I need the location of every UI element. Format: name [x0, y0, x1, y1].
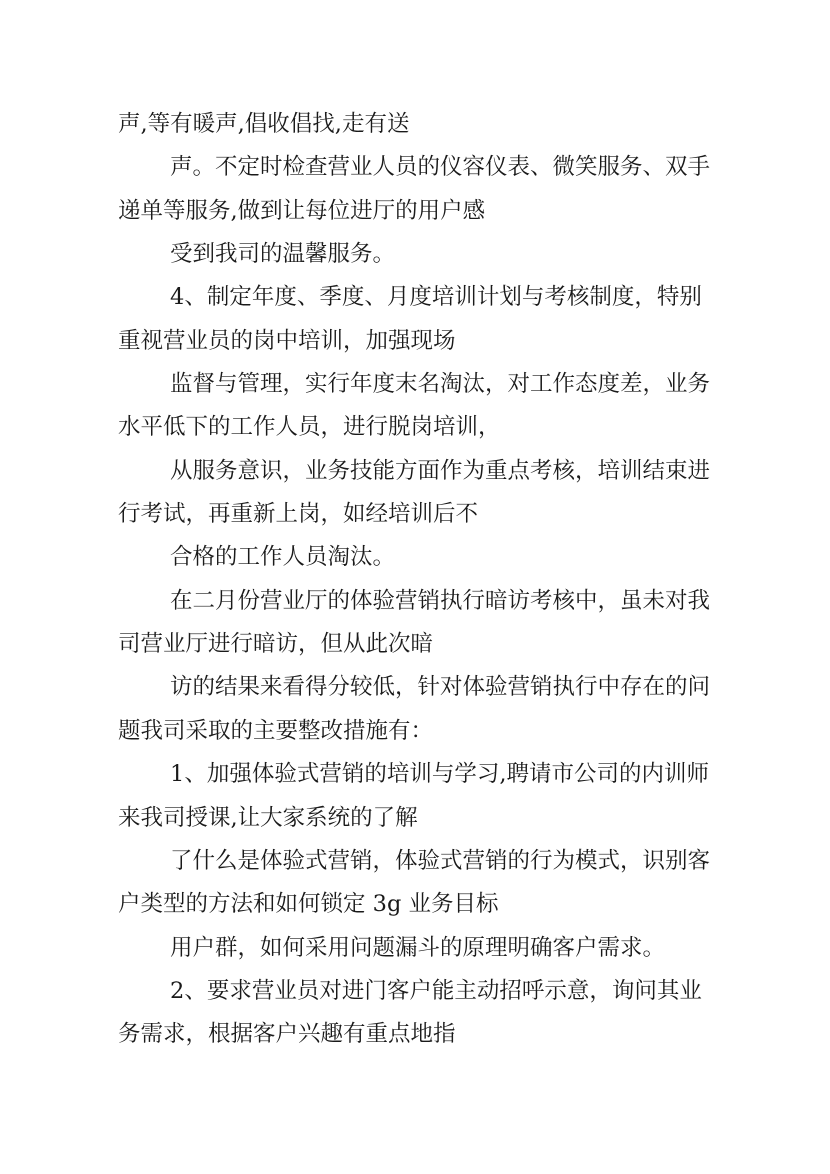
text-line: 来我司授课,让大家系统的了解 — [118, 804, 418, 831]
text-line: 递单等服务,做到让每位进厅的用户感 — [118, 197, 486, 224]
text-line: 合格的工作人员淘汰。 — [170, 544, 396, 571]
text-line: 行考试，再重新上岗，如经培训后不 — [118, 501, 479, 528]
text-line: 题我司采取的主要整改措施有： — [118, 717, 434, 744]
text-line: 户类型的方法和如何锁定 3g 业务目标 — [118, 891, 499, 918]
text-line: 司营业厅进行暗访，但从此次暗 — [118, 631, 434, 658]
text-line: 访的结果来看得分较低，针对体验营销执行中存在的问 — [170, 674, 711, 701]
text-line: 水平低下的工作人员，进行脱岗培训， — [118, 414, 501, 441]
text-line: 4、制定年度、季度、月度培训计划与考核制度，特别 — [170, 284, 702, 311]
text-line: 用户群，如何采用问题漏斗的原理明确客户需求。 — [170, 934, 666, 961]
text-line: 声,等有暖声,倡收倡找,走有送 — [118, 111, 410, 137]
text-line: 2、要求营业员对进门客户能主动招呼示意，询问其业 — [170, 977, 702, 1004]
text-line: 监督与管理，实行年度末名淘汰，对工作态度差，业务 — [170, 371, 711, 398]
text-line: 受到我司的温馨服务。 — [170, 241, 396, 268]
document-page — [118, 103, 738, 1057]
text-line: 重视营业员的岗中培训，加强现场 — [118, 327, 456, 354]
text-line: 在二月份营业厅的体验营销执行暗访考核中，虽未对我 — [170, 587, 711, 614]
text-line: 从服务意识，业务技能方面作为重点考核，培训结束进 — [170, 457, 711, 484]
text-line: 务需求，根据客户兴趣有重点地指 — [118, 1021, 456, 1048]
text-line: 了什么是体验式营销，体验式营销的行为模式，识别客 — [170, 847, 711, 874]
text-line: 声。不定时检查营业人员的仪容仪表、微笑服务、双手 — [170, 154, 711, 181]
text-line: 1、加强体验式营销的培训与学习,聘请市公司的内训师 — [170, 761, 709, 788]
